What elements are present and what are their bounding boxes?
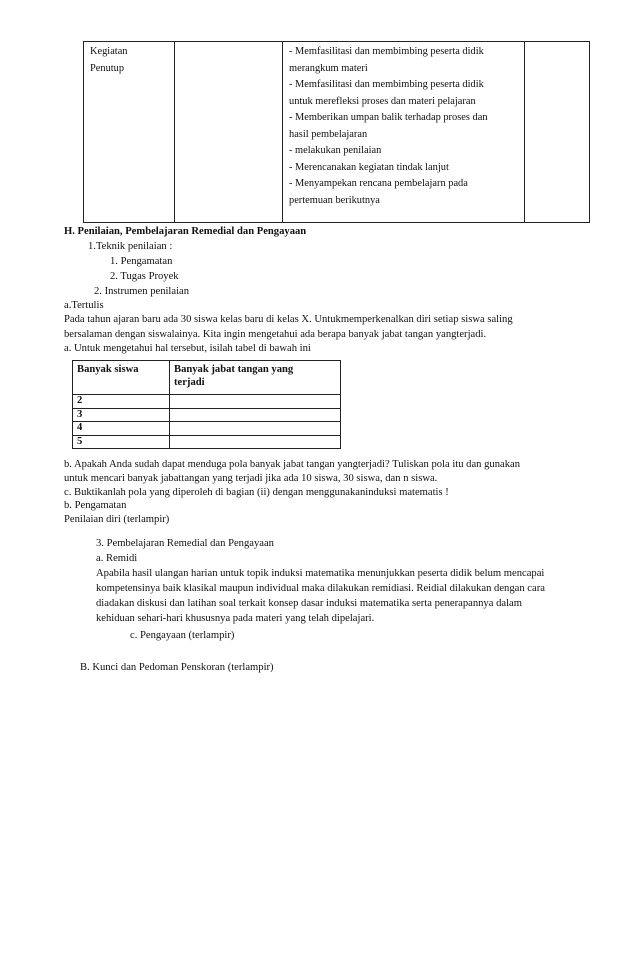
- table-row: [84, 42, 590, 223]
- description-line: merangkum materi: [289, 62, 368, 74]
- table-header-row: [73, 361, 341, 395]
- description-line: - melakukan penilaian: [289, 145, 382, 156]
- remedial-line: kehiduan sehari-hari khususnya pada materi yang telah dipelajari.: [96, 613, 375, 624]
- header-handshakes-line: terjadi: [174, 376, 205, 388]
- student-count-cell: 4: [73, 422, 170, 436]
- closing-activity-table: [83, 41, 590, 223]
- scoring-guide-text: B. Kunci dan Pedoman Penskoran (terlampir): [80, 662, 274, 673]
- handshake-answer-cell: [170, 435, 341, 449]
- description-line: - Memfasilitasi dan membimbing peserta didik: [289, 79, 484, 90]
- description-line: pertemuan berikutnya: [289, 194, 380, 206]
- description-line: - Memberikan umpan balik terhadap proses dan: [289, 112, 488, 123]
- time-cell: [175, 42, 283, 223]
- problem-line: Pada tahun ajaran baru ada 30 siswa kelas baru di kelas X. Untukmemperkenalkan diri setiap siswa saling: [64, 314, 513, 325]
- remedial-heading: 3. Pembelajaran Remedial dan Pengayaan: [96, 538, 274, 549]
- description-line: hasil pembelajaran: [289, 128, 368, 140]
- student-count-cell: 3: [73, 408, 170, 422]
- self-assessment-text: Penilaian diri (terlampir): [64, 514, 170, 525]
- technique-item: 2. Tugas Proyek: [110, 271, 179, 282]
- description-line: - Memfasilitasi dan membimbing peserta didik: [289, 46, 484, 57]
- section-h-heading: H. Penilaian, Pembelajaran Remedial dan Pengayaan: [64, 226, 307, 237]
- problem-line: a. Untuk mengetahui hal tersebut, isilah tabel di bawah ini: [64, 343, 311, 354]
- question-line: c. Buktikanlah pola yang diperoleh di bagian (ii) dengan menggunakaninduksi matematis !: [64, 487, 449, 498]
- activity-name-line: Penutup: [90, 62, 125, 74]
- student-count-cell: 2: [73, 395, 170, 409]
- table-row: [73, 395, 341, 409]
- header-handshakes: [170, 361, 341, 395]
- notes-cell: [525, 42, 590, 223]
- enrichment-text: c. Pengayaan (terlampir): [130, 630, 235, 641]
- technique-label: 1.Teknik penilaian :: [88, 241, 173, 252]
- table-row: [73, 435, 341, 449]
- technique-item: 1. Pengamatan: [110, 256, 173, 267]
- remedial-line: diadakan diskusi dan latihan soal terkait konsep dasar induksi matematika serta penerapannya dalam: [96, 598, 522, 609]
- written-label: a.Tertulis: [64, 300, 104, 311]
- description-cell: [283, 42, 525, 223]
- table-row: [73, 422, 341, 436]
- observation-label: b. Pengamatan: [64, 500, 127, 511]
- activity-name-line: Kegiatan: [90, 46, 128, 57]
- question-line: b. Apakah Anda sudah dapat menduga pola banyak jabat tangan yangterjadi? Tuliskan pola itu dan gunakan: [64, 459, 521, 470]
- remedial-label: a. Remidi: [96, 553, 138, 564]
- header-handshakes-line: Banyak jabat tangan yang: [174, 364, 294, 375]
- student-count-cell: 5: [73, 435, 170, 449]
- handshake-answer-cell: [170, 422, 341, 436]
- table-row: [73, 408, 341, 422]
- remedial-line: kompetensinya baik klasikal maupun individual maka dilakukan remidiasi. Reidial dilakukan dengan cara: [96, 583, 545, 594]
- description-line: untuk merefleksi proses dan materi pelajaran: [289, 95, 476, 107]
- activity-cell: [84, 42, 175, 223]
- instrument-label: 2. Instrumen penilaian: [94, 286, 190, 297]
- problem-line: bersalaman dengan siswalainya. Kita ingin mengetahui ada berapa banyak jabat tangan yangterjadi.: [64, 329, 487, 340]
- question-line: untuk mencari banyak jabattangan yang terjadi jika ada 10 siswa, 30 siswa, dan n siswa.: [64, 473, 438, 484]
- handshake-answer-cell: [170, 395, 341, 409]
- description-line: - Menyampekan rencana pembelajarn pada: [289, 178, 468, 189]
- handshake-table: [72, 360, 341, 449]
- remedial-line: Apabila hasil ulangan harian untuk topik induksi matematika menunjukkan peserta didik belum mencapai: [96, 568, 545, 579]
- handshake-answer-cell: [170, 408, 341, 422]
- description-line: - Merencanakan kegiatan tindak lanjut: [289, 161, 449, 173]
- header-students: Banyak siswa: [73, 361, 170, 395]
